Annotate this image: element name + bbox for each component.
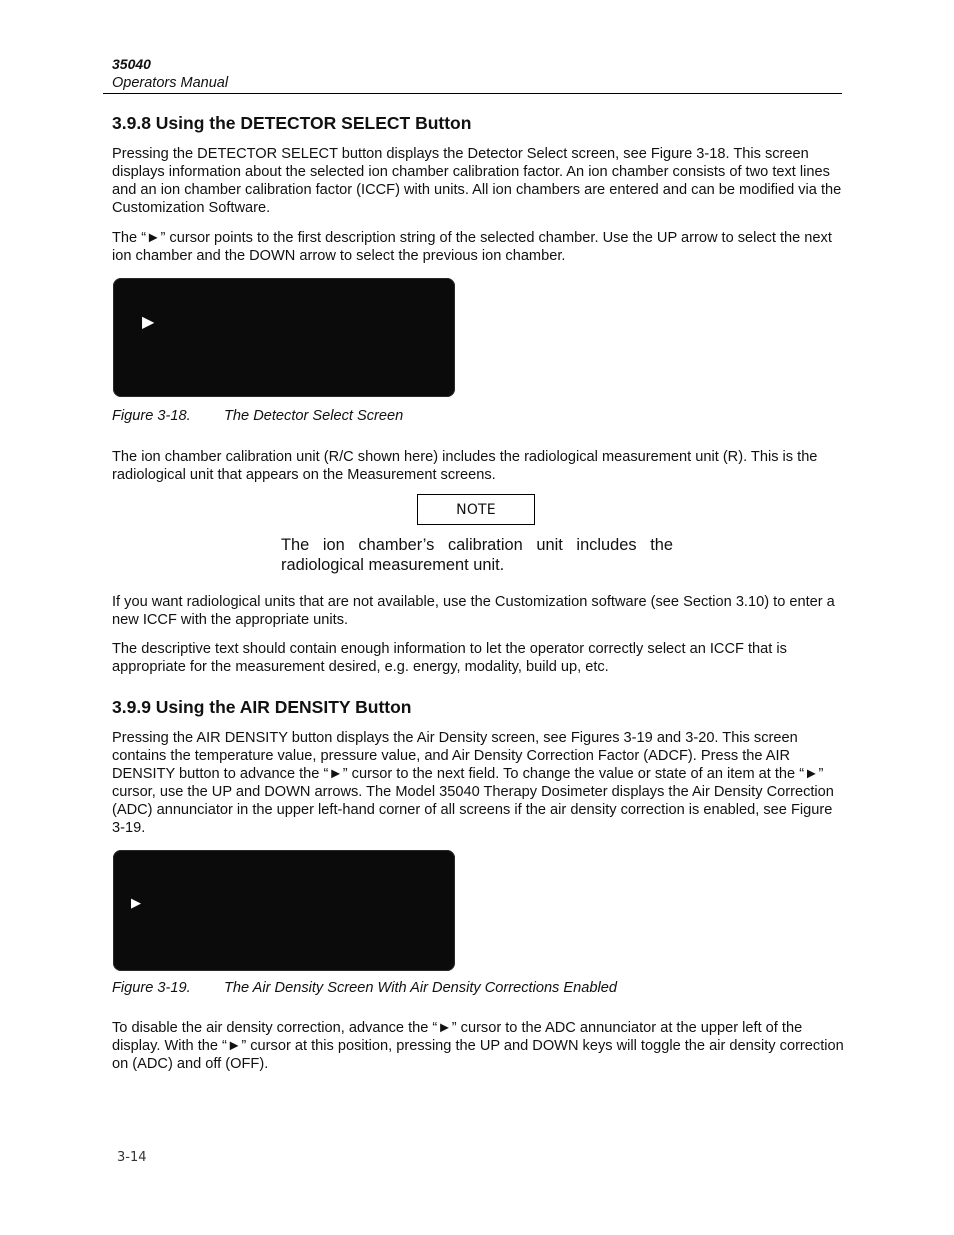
paragraph-calibration-unit: The ion chamber calibration unit (R/C shown here) includes the radiological measurement unit (R). This is the radiological unit that appears on the Measurement screens. — [112, 449, 818, 483]
note-text: The ion chamber’s calibration unit includes the radiological measurement unit. — [281, 536, 673, 574]
header-manual-title: Operators Manual — [112, 75, 229, 91]
header-divider — [103, 93, 842, 94]
paragraph-air-density-intro: Pressing the AIR DENSITY button displays the Air Density screen, see Figures 3-19 and 3-20. This screen contains the temperature value, pressure value, and Air Density Correction Factor (ADCF). Press the AIR DENSITY button to advance the “►” cursor to the next field. To change the value or state of an item at the “►” cursor, use the UP and DOWN arrows. The Model 35040 Therapy Dosimeter displays the Air Density Correction (ADC) annunciator in the upper left-hand corner of all screens if the air density correction is enabled, see Figure 3-19. — [112, 730, 834, 836]
figure-number: Figure 3-18. — [112, 408, 191, 424]
lcd-cursor-icon: ▶ — [142, 314, 155, 331]
paragraph-disable-adc: To disable the air density correction, advance the “►” cursor to the ADC annunciator at the upper left of the display. With the “►” cursor at this position, pressing the UP and DOWN keys will toggle the air density correction on (ADC) and off (OFF). — [112, 1020, 844, 1072]
paragraph-detector-cursor: The “►” cursor points to the first description string of the selected chamber. Use the UP arrow to select the next ion chamber and the DOWN arrow to select the previous ion chamber. — [112, 230, 832, 264]
paragraph-detector-intro: Pressing the DETECTOR SELECT button displays the Detector Select screen, see Figure 3-18. This screen displays information about the selected ion chamber calibration factor. An ion chamber consists of two text lines and an ion chamber calibration factor (ICCF) with units. All ion chambers are entered and can be modified via the Customization Software. — [112, 146, 842, 216]
detector-select-screen-image — [113, 278, 455, 397]
page-number: 3-14 — [117, 1150, 147, 1165]
paragraph-custom-units: If you want radiological units that are not available, use the Customization software (see Section 3.10) to enter a new ICCF with the appropriate units. — [112, 594, 835, 628]
note-label-box: NOTE — [417, 494, 535, 525]
paragraph-descriptive-text: The descriptive text should contain enough information to let the operator correctly select an ICCF that is appropriate for the measurement desired, e.g. energy, modality, build up, etc. — [112, 641, 787, 675]
figure-caption-3-19 — [112, 980, 617, 996]
section-heading-detector-select: 3.9.8 Using the DETECTOR SELECT Button — [112, 113, 472, 133]
air-density-screen-image — [113, 850, 455, 971]
lcd-cursor-icon: ▶ — [131, 895, 141, 910]
figure-caption-3-18 — [112, 408, 403, 424]
header-model-number: 35040 — [112, 56, 151, 72]
figure-title: The Air Density Screen With Air Density Corrections Enabled — [224, 980, 617, 996]
figure-number: Figure 3-19. — [112, 980, 191, 996]
figure-title: The Detector Select Screen — [224, 408, 404, 424]
section-heading-air-density: 3.9.9 Using the AIR DENSITY Button — [112, 697, 412, 717]
